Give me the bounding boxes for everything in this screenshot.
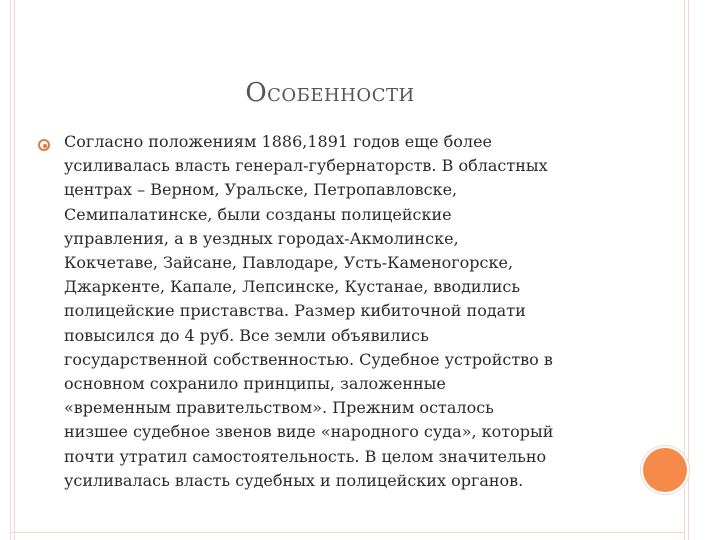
- body-line: почти утратил самостоятельность. В целом значительно: [64, 446, 547, 466]
- body-line: повысился до 4 руб. Все земли объявились: [64, 325, 429, 345]
- body-line: «временным правительством». Прежним осталось: [64, 398, 494, 418]
- frame-right-inner-line: [688, 0, 689, 540]
- slide-body-text: [64, 130, 624, 493]
- body-line: управления, а в уездных городах-Акмолинске,: [64, 228, 459, 248]
- frame-bottom-line: [10, 532, 685, 533]
- body-line: Джаркенте, Капале, Лепсинске, Кустанае, вводились: [64, 277, 521, 297]
- body-line: усиливалась власть генерал-губернаторств. В областных: [64, 156, 548, 176]
- body-line: центрах – Верном, Уральске, Петропавловске,: [64, 180, 458, 200]
- body-line: Согласно положениям 1886,1891 годов еще более: [64, 132, 493, 151]
- body-line: государственной собственностью. Судебное устройство в: [64, 349, 553, 369]
- slide-title: Особенности: [245, 78, 415, 108]
- orange-circle-icon: [643, 448, 687, 492]
- body-line: Кокчетаве, Зайсане, Павлодаре, Усть-Каменогорске,: [64, 253, 514, 273]
- body-line: основном сохранило принципы, заложенные: [64, 374, 446, 394]
- body-line: усиливалась власть судебных и полицейских органов.: [64, 470, 524, 490]
- bullet-circle-icon: [38, 139, 50, 151]
- body-line: Семипалатинске, были созданы полицейские: [64, 204, 452, 224]
- body-line: низшее судебное звенов виде «народного суда», который: [64, 422, 554, 442]
- body-line: полицейские приставства. Размер кибиточной подати: [64, 301, 526, 321]
